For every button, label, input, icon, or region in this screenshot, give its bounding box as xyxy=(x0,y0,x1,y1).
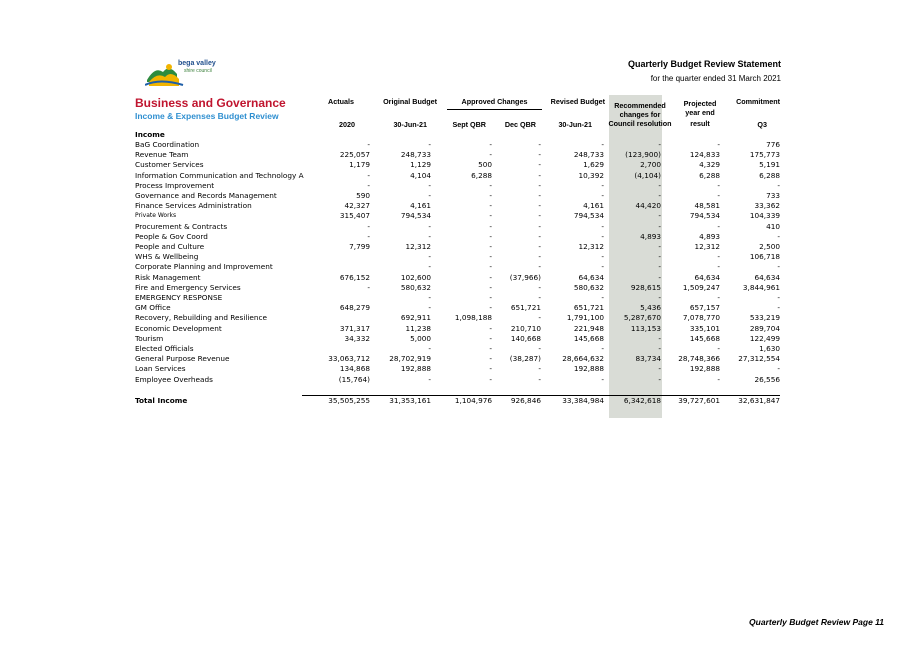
statement-subtitle: for the quarter ended 31 March 2021 xyxy=(650,74,781,83)
table-row xyxy=(0,293,917,303)
cell-sept: - xyxy=(489,221,492,231)
row-label: Process Improvement xyxy=(135,180,215,190)
cell-projected: 6,288 xyxy=(699,170,720,180)
cell-commitment: 122,499 xyxy=(749,333,780,343)
cell-recommended: - xyxy=(658,272,661,282)
total-dec: 926,846 xyxy=(510,396,541,405)
cell-commitment: 33,362 xyxy=(754,201,780,211)
cell-projected: 64,634 xyxy=(694,272,720,282)
cell-recommended: - xyxy=(658,180,661,190)
row-label: Elected Officials xyxy=(135,344,194,353)
cell-projected: 48,581 xyxy=(694,201,720,211)
cell-original: 248,733 xyxy=(400,150,431,160)
cell-projected: 4,893 xyxy=(699,231,720,241)
cell-original: - xyxy=(428,303,431,313)
section-title: Business and Governance xyxy=(135,96,286,110)
cell-sept: 1,098,188 xyxy=(454,313,492,323)
header-sept-qbr: Sept QBR xyxy=(452,120,486,129)
cell-original: - xyxy=(428,231,431,241)
header-commitment: Commitment xyxy=(736,97,780,106)
cell-sept: - xyxy=(489,211,492,221)
table-row xyxy=(0,222,917,232)
approved-changes-underline xyxy=(447,109,542,110)
cell-actuals: - xyxy=(367,180,370,190)
cell-revised: 580,632 xyxy=(573,282,604,292)
row-label: Governance and Records Management xyxy=(135,191,277,200)
table-row xyxy=(0,242,917,252)
cell-actuals: - xyxy=(367,282,370,292)
cell-original: 794,534 xyxy=(400,211,431,221)
cell-recommended: 2,700 xyxy=(640,160,661,170)
cell-original: - xyxy=(428,374,431,384)
table-row xyxy=(0,140,917,150)
table-row xyxy=(0,171,917,181)
cell-commitment: 289,704 xyxy=(749,323,780,333)
cell-dec: - xyxy=(538,201,541,211)
total-actuals: 35,505,255 xyxy=(328,396,370,405)
income-heading-row xyxy=(0,130,917,140)
total-revised: 33,384,984 xyxy=(562,396,604,405)
table-row xyxy=(0,201,917,211)
cell-revised: - xyxy=(601,231,604,241)
row-label: Recovery, Rebuilding and Resilience xyxy=(135,313,268,323)
cell-commitment: - xyxy=(777,262,780,272)
cell-recommended: - xyxy=(658,221,661,231)
cell-commitment: 27,312,554 xyxy=(738,354,780,364)
cell-original: 580,632 xyxy=(400,282,431,292)
cell-recommended: 83,734 xyxy=(635,354,661,364)
cell-dec: 210,710 xyxy=(510,323,541,333)
table-row xyxy=(0,191,917,201)
cell-dec: - xyxy=(538,150,541,160)
cell-projected: - xyxy=(717,374,720,384)
header-actuals: Actuals xyxy=(328,97,354,106)
header-original-budget: Original Budget xyxy=(383,97,437,106)
cell-revised: - xyxy=(601,262,604,272)
cell-projected: 335,101 xyxy=(689,323,720,333)
table-row xyxy=(0,364,917,374)
header-projected-2: year end xyxy=(685,108,715,117)
cell-projected: - xyxy=(717,140,720,149)
row-label: Fire and Emergency Services xyxy=(135,282,241,292)
cell-original: - xyxy=(428,262,431,272)
cell-projected: - xyxy=(717,191,720,200)
row-label: EMERGENCY RESPONSE xyxy=(135,293,223,302)
cell-revised: 1,629 xyxy=(583,160,604,170)
header-approved-changes: Approved Changes xyxy=(461,97,528,106)
cell-commitment: - xyxy=(777,293,780,302)
header-recommended-1: Recommended xyxy=(614,101,666,110)
table-row xyxy=(0,232,917,242)
header-projected-3: result xyxy=(690,119,710,128)
cell-projected: - xyxy=(717,221,720,231)
cell-actuals: 371,317 xyxy=(339,323,370,333)
cell-sept: - xyxy=(489,191,492,200)
cell-dec: - xyxy=(538,374,541,384)
cell-actuals: - xyxy=(367,231,370,241)
cell-original: 192,888 xyxy=(400,364,431,374)
cell-dec: - xyxy=(538,231,541,241)
row-label: Economic Development xyxy=(135,323,222,333)
cell-projected: 657,157 xyxy=(689,303,720,313)
cell-sept: - xyxy=(489,293,492,302)
cell-commitment: - xyxy=(777,180,780,190)
cell-actuals: - xyxy=(367,221,370,231)
cell-revised: 145,668 xyxy=(573,333,604,343)
total-income-row xyxy=(0,396,917,406)
cell-projected: - xyxy=(717,293,720,302)
cell-recommended: 113,153 xyxy=(630,323,661,333)
cell-dec: - xyxy=(538,170,541,180)
cell-revised: - xyxy=(601,344,604,353)
cell-revised: 4,161 xyxy=(583,201,604,211)
income-heading: Income xyxy=(135,130,165,139)
cell-commitment: 6,288 xyxy=(759,170,780,180)
cell-actuals: 42,327 xyxy=(344,201,370,211)
table-row xyxy=(0,303,917,313)
cell-projected: 145,668 xyxy=(689,333,720,343)
header-projected-1: Projected xyxy=(683,99,717,108)
cell-recommended: - xyxy=(658,242,661,251)
cell-sept: - xyxy=(489,333,492,343)
cell-original: - xyxy=(428,293,431,302)
cell-recommended: - xyxy=(658,211,661,221)
row-label: Corporate Planning and Improvement xyxy=(135,262,273,272)
row-label: People and Culture xyxy=(135,242,205,251)
cell-sept: - xyxy=(489,262,492,272)
logo-text-line1: bega valley xyxy=(178,60,216,67)
cell-revised: 12,312 xyxy=(578,242,604,251)
table-row xyxy=(0,160,917,170)
cell-projected: - xyxy=(717,262,720,272)
row-label: People & Gov Coord xyxy=(135,231,208,241)
cell-recommended: - xyxy=(658,140,661,149)
cell-recommended: (4,104) xyxy=(634,170,661,180)
cell-original: 1,129 xyxy=(410,160,431,170)
cell-projected: 4,329 xyxy=(699,160,720,170)
row-label: Private Works xyxy=(135,212,177,220)
cell-projected: - xyxy=(717,180,720,190)
cell-recommended: - xyxy=(658,344,661,353)
cell-revised: - xyxy=(601,252,604,262)
header-recommended-2: changes for xyxy=(619,110,661,119)
cell-dec: - xyxy=(538,191,541,200)
cell-revised: 1,791,100 xyxy=(566,313,604,323)
cell-projected: 7,078,770 xyxy=(682,313,720,323)
cell-sept: - xyxy=(489,180,492,190)
cell-actuals: 33,063,712 xyxy=(328,354,370,364)
cell-commitment: 3,844,961 xyxy=(742,282,780,292)
cell-revised: 28,664,632 xyxy=(562,354,604,364)
cell-sept: - xyxy=(489,150,492,160)
cell-original: - xyxy=(428,180,431,190)
total-projected: 39,727,601 xyxy=(678,396,720,405)
page-footer: Quarterly Budget Review Page 11 xyxy=(749,617,884,627)
table-row xyxy=(0,344,917,354)
cell-recommended: - xyxy=(658,364,661,374)
cell-recommended: - xyxy=(658,333,661,343)
header-revised-date: 30-Jun-21 xyxy=(558,120,592,129)
cell-dec: - xyxy=(538,242,541,251)
header-commitment-q3: Q3 xyxy=(757,120,767,129)
cell-revised: - xyxy=(601,191,604,200)
row-label: Tourism xyxy=(135,333,164,343)
table-row xyxy=(0,313,917,323)
cell-commitment: 776 xyxy=(766,140,780,149)
table-row xyxy=(0,354,917,364)
cell-revised: - xyxy=(601,374,604,384)
cell-original: - xyxy=(428,252,431,262)
cell-actuals: 648,279 xyxy=(339,303,370,313)
cell-revised: - xyxy=(601,180,604,190)
cell-original: - xyxy=(428,221,431,231)
cell-commitment: 733 xyxy=(766,191,780,200)
cell-dec: - xyxy=(538,180,541,190)
row-label: Risk Management xyxy=(135,272,201,282)
cell-dec: - xyxy=(538,160,541,170)
cell-dec: - xyxy=(538,313,541,323)
cell-commitment: 106,718 xyxy=(749,252,780,262)
table-row xyxy=(0,375,917,385)
row-label: GM Office xyxy=(135,303,171,313)
cell-projected: - xyxy=(717,344,720,353)
cell-revised: - xyxy=(601,221,604,231)
cell-original: - xyxy=(428,140,431,149)
cell-dec: - xyxy=(538,211,541,221)
cell-projected: 124,833 xyxy=(689,150,720,160)
row-label: Finance Services Administration xyxy=(135,201,252,211)
cell-actuals: 7,799 xyxy=(349,242,370,251)
cell-recommended: 5,436 xyxy=(640,303,661,313)
cell-sept: - xyxy=(489,282,492,292)
cell-dec: - xyxy=(538,344,541,353)
cell-original: 4,104 xyxy=(410,170,431,180)
header-recommended-3: Council resolution xyxy=(608,119,672,128)
cell-commitment: 1,630 xyxy=(759,344,780,353)
row-label: Loan Services xyxy=(135,364,186,374)
row-label: Customer Services xyxy=(135,160,204,170)
table-row xyxy=(0,262,917,272)
cell-actuals: - xyxy=(367,170,370,180)
section-subtitle: Income & Expenses Budget Review xyxy=(135,111,279,121)
logo-text-line2: shire council xyxy=(184,68,212,74)
total-sept: 1,104,976 xyxy=(454,396,492,405)
cell-commitment: - xyxy=(777,364,780,374)
table-row xyxy=(0,252,917,262)
statement-title: Quarterly Budget Review Statement xyxy=(627,59,781,69)
cell-sept: - xyxy=(489,364,492,374)
cell-projected: 1,509,247 xyxy=(682,282,720,292)
cell-projected: 794,534 xyxy=(689,211,720,221)
cell-actuals: 676,152 xyxy=(339,272,370,282)
cell-sept: - xyxy=(489,231,492,241)
cell-actuals: 34,332 xyxy=(344,333,370,343)
header-dec-qbr: Dec QBR xyxy=(504,120,536,129)
cell-original: 5,000 xyxy=(410,333,431,343)
cell-recommended: 44,420 xyxy=(635,201,661,211)
cell-original: 4,161 xyxy=(410,201,431,211)
cell-sept: - xyxy=(489,272,492,282)
cell-commitment: - xyxy=(777,231,780,241)
cell-dec: (37,966) xyxy=(509,272,541,282)
row-label: BaG Coordination xyxy=(135,140,200,149)
cell-dec: - xyxy=(538,262,541,272)
cell-actuals: 1,179 xyxy=(349,160,370,170)
cell-actuals: - xyxy=(367,140,370,149)
cell-dec: (38,287) xyxy=(509,354,541,364)
cell-original: - xyxy=(428,344,431,353)
cell-sept: - xyxy=(489,242,492,251)
cell-commitment: 2,500 xyxy=(759,242,780,251)
cell-commitment: 175,773 xyxy=(749,150,780,160)
cell-sept: 500 xyxy=(478,160,492,170)
cell-dec: 140,668 xyxy=(510,333,541,343)
cell-recommended: - xyxy=(658,191,661,200)
cell-recommended: - xyxy=(658,293,661,302)
cell-commitment: 26,556 xyxy=(754,374,780,384)
cell-revised: 651,721 xyxy=(573,303,604,313)
table-row xyxy=(0,273,917,283)
cell-dec: - xyxy=(538,221,541,231)
cell-commitment: 410 xyxy=(766,221,780,231)
cell-original: 12,312 xyxy=(405,242,431,251)
cell-sept: - xyxy=(489,201,492,211)
cell-recommended: (123,900) xyxy=(625,150,661,160)
table-row xyxy=(0,283,917,293)
cell-recommended: - xyxy=(658,252,661,262)
cell-sept: - xyxy=(489,303,492,313)
header-actuals-year: 2020 xyxy=(339,120,355,129)
cell-revised: 248,733 xyxy=(573,150,604,160)
header-revised-budget: Revised Budget xyxy=(550,97,605,106)
cell-revised: 221,948 xyxy=(573,323,604,333)
cell-sept: - xyxy=(489,252,492,262)
cell-revised: 10,392 xyxy=(578,170,604,180)
cell-revised: 64,634 xyxy=(578,272,604,282)
cell-dec: 651,721 xyxy=(510,303,541,313)
cell-revised: 794,534 xyxy=(573,211,604,221)
table-row xyxy=(0,150,917,160)
cell-projected: 28,748,366 xyxy=(678,354,720,364)
table-row xyxy=(0,324,917,334)
cell-recommended: - xyxy=(658,262,661,272)
table-row xyxy=(0,181,917,191)
total-label: Total Income xyxy=(135,396,188,405)
cell-dec: - xyxy=(538,364,541,374)
cell-original: - xyxy=(428,191,431,200)
cell-actuals: 134,868 xyxy=(339,364,370,374)
cell-recommended: 928,615 xyxy=(630,282,661,292)
cell-dec: - xyxy=(538,282,541,292)
cell-sept: - xyxy=(489,140,492,149)
cell-recommended: - xyxy=(658,374,661,384)
cell-revised: 192,888 xyxy=(573,364,604,374)
total-commitment: 32,631,847 xyxy=(738,396,780,405)
cell-projected: 192,888 xyxy=(689,364,720,374)
cell-sept: - xyxy=(489,374,492,384)
row-label: Procurement & Contracts xyxy=(135,221,228,231)
cell-dec: - xyxy=(538,293,541,302)
row-label: General Purpose Revenue xyxy=(135,354,230,364)
table-row xyxy=(0,211,917,221)
cell-projected: - xyxy=(717,252,720,262)
table-row xyxy=(0,334,917,344)
cell-actuals: 225,057 xyxy=(339,150,370,160)
cell-sept: - xyxy=(489,323,492,333)
cell-dec: - xyxy=(538,252,541,262)
cell-original: 28,702,919 xyxy=(389,354,431,364)
row-label: Information Communication and Technology A xyxy=(135,170,304,180)
row-label: WHS & Wellbeing xyxy=(135,252,199,262)
cell-dec: - xyxy=(538,140,541,149)
cell-recommended: 5,287,670 xyxy=(623,313,661,323)
cell-projected: 12,312 xyxy=(694,242,720,251)
cell-commitment: 5,191 xyxy=(759,160,780,170)
cell-actuals: 590 xyxy=(356,191,370,200)
cell-original: 102,600 xyxy=(400,272,431,282)
cell-actuals: (15,764) xyxy=(338,374,370,384)
total-recommended: 6,342,618 xyxy=(623,396,661,405)
row-label: Employee Overheads xyxy=(135,374,213,384)
cell-sept: 6,288 xyxy=(471,170,492,180)
cell-sept: - xyxy=(489,354,492,364)
cell-actuals: 315,407 xyxy=(339,211,370,221)
cell-commitment: 64,634 xyxy=(754,272,780,282)
cell-commitment: - xyxy=(777,303,780,313)
cell-revised: - xyxy=(601,140,604,149)
cell-sept: - xyxy=(489,344,492,353)
cell-original: 692,911 xyxy=(400,313,431,323)
cell-revised: - xyxy=(601,293,604,302)
cell-recommended: 4,893 xyxy=(640,231,661,241)
cell-original: 11,238 xyxy=(405,323,431,333)
cell-commitment: 104,339 xyxy=(749,211,780,221)
total-original: 31,353,161 xyxy=(389,396,431,405)
cell-commitment: 533,219 xyxy=(749,313,780,323)
header-original-date: 30-Jun-21 xyxy=(393,120,427,129)
row-label: Revenue Team xyxy=(135,150,189,160)
